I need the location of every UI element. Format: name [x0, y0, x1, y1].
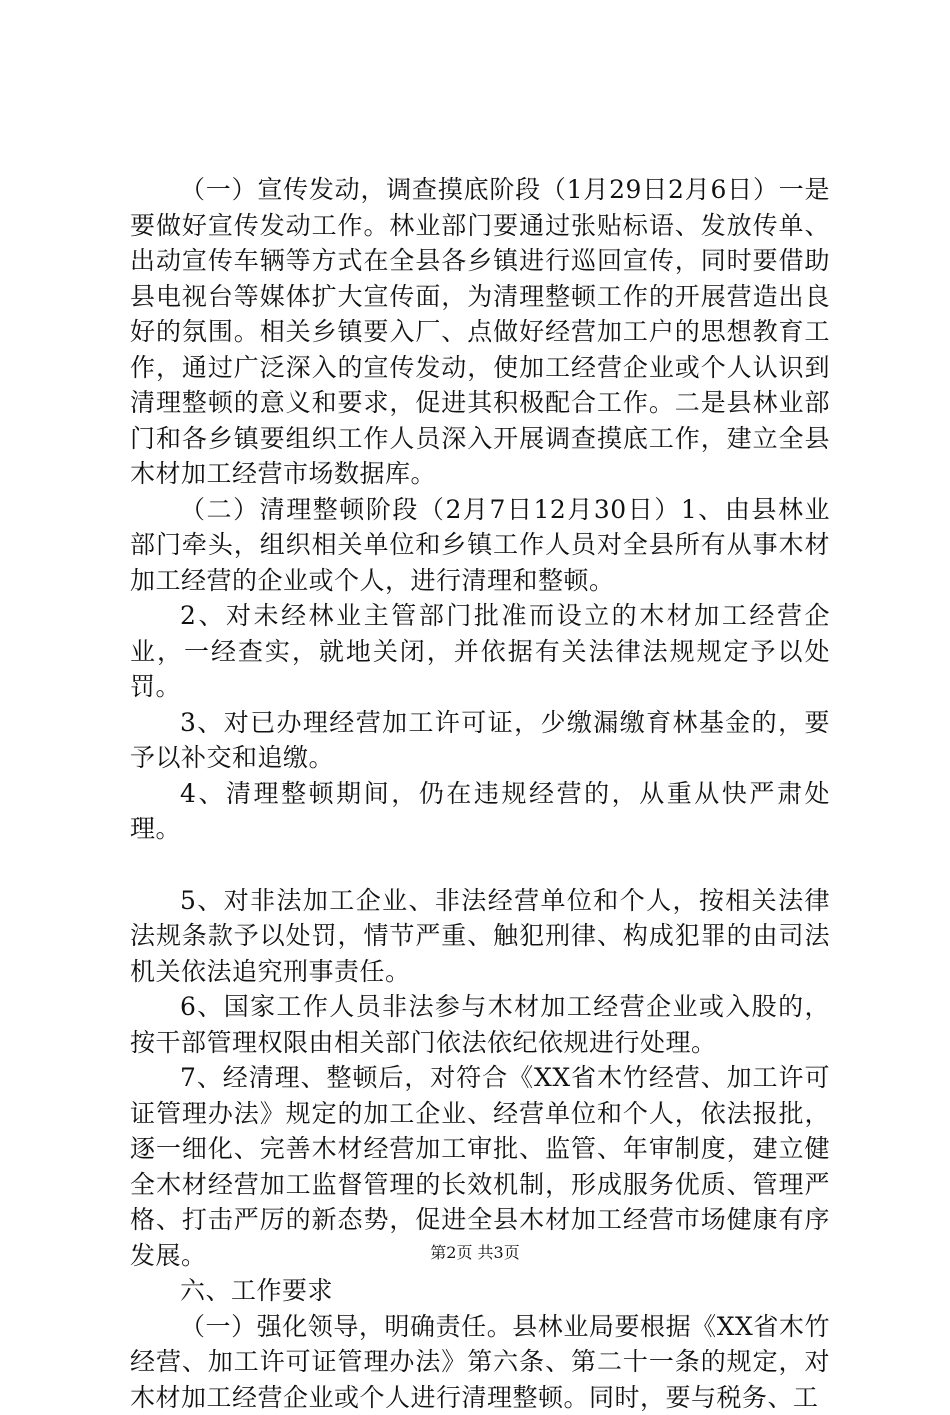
blank-line: [130, 847, 830, 883]
document-body: [130, 172, 830, 1415]
paragraph-item-3: 3、对已办理经营加工许可证，少缴漏缴育林基金的，要予以补交和追缴。: [130, 705, 830, 776]
paragraph-strengthen-leadership: （一）强化领导，明确责任。县林业局要根据《XX省木竹经营、加工许可证管理办法》第六条、第二十一条的规定，对木材加工经营企业或个人进行清理整顿。同时，要与税务、工: [130, 1309, 830, 1415]
paragraph-item-7: 7、经清理、整顿后，对符合《XX省木竹经营、加工许可证管理办法》规定的加工企业、经营单位和个人，依法报批，逐一细化、完善木材经营加工审批、监管、年审制度，建立健全木材经营加工监督管理的长效机制，形成服务优质、管理严格、打击严厉的新态势，促进全县木材加工经营市场健康有序发展。: [130, 1060, 830, 1273]
page-footer: 第2页 共3页: [0, 1240, 950, 1263]
section-heading-work-requirements: 六、工作要求: [130, 1273, 830, 1309]
paragraph-item-4: 4、清理整顿期间，仍在违规经营的，从重从快严肃处理。: [130, 776, 830, 847]
paragraph-rectification-stage: （二）清理整顿阶段（2月7日12月30日）1、由县林业部门牵头，组织相关单位和乡镇工作人员对全县所有从事木材加工经营的企业或个人，进行清理和整顿。: [130, 492, 830, 599]
paragraph-item-5: 5、对非法加工企业、非法经营单位和个人，按相关法律法规条款予以处罚，情节严重、触犯刑律、构成犯罪的由司法机关依法追究刑事责任。: [130, 883, 830, 990]
paragraph-item-6: 6、国家工作人员非法参与木材加工经营企业或入股的，按干部管理权限由相关部门依法依纪依规进行处理。: [130, 989, 830, 1060]
paragraph-item-2: 2、对未经林业主管部门批准而设立的木材加工经营企业，一经查实，就地关闭，并依据有关法律法规规定予以处罚。: [130, 598, 830, 705]
paragraph-publicity-stage: （一）宣传发动，调查摸底阶段（1月29日2月6日）一是要做好宣传发动工作。林业部门要通过张贴标语、发放传单、出动宣传车辆等方式在全县各乡镇进行巡回宣传，同时要借助县电视台等媒体扩大宣传面，为清理整顿工作的开展营造出良好的氛围。相关乡镇要入厂、点做好经营加工户的思想教育工作，通过广泛深入的宣传发动，使加工经营企业或个人认识到清理整顿的意义和要求，促进其积极配合工作。二是县林业部门和各乡镇要组织工作人员深入开展调查摸底工作，建立全县木材加工经营市场数据库。: [130, 172, 830, 492]
